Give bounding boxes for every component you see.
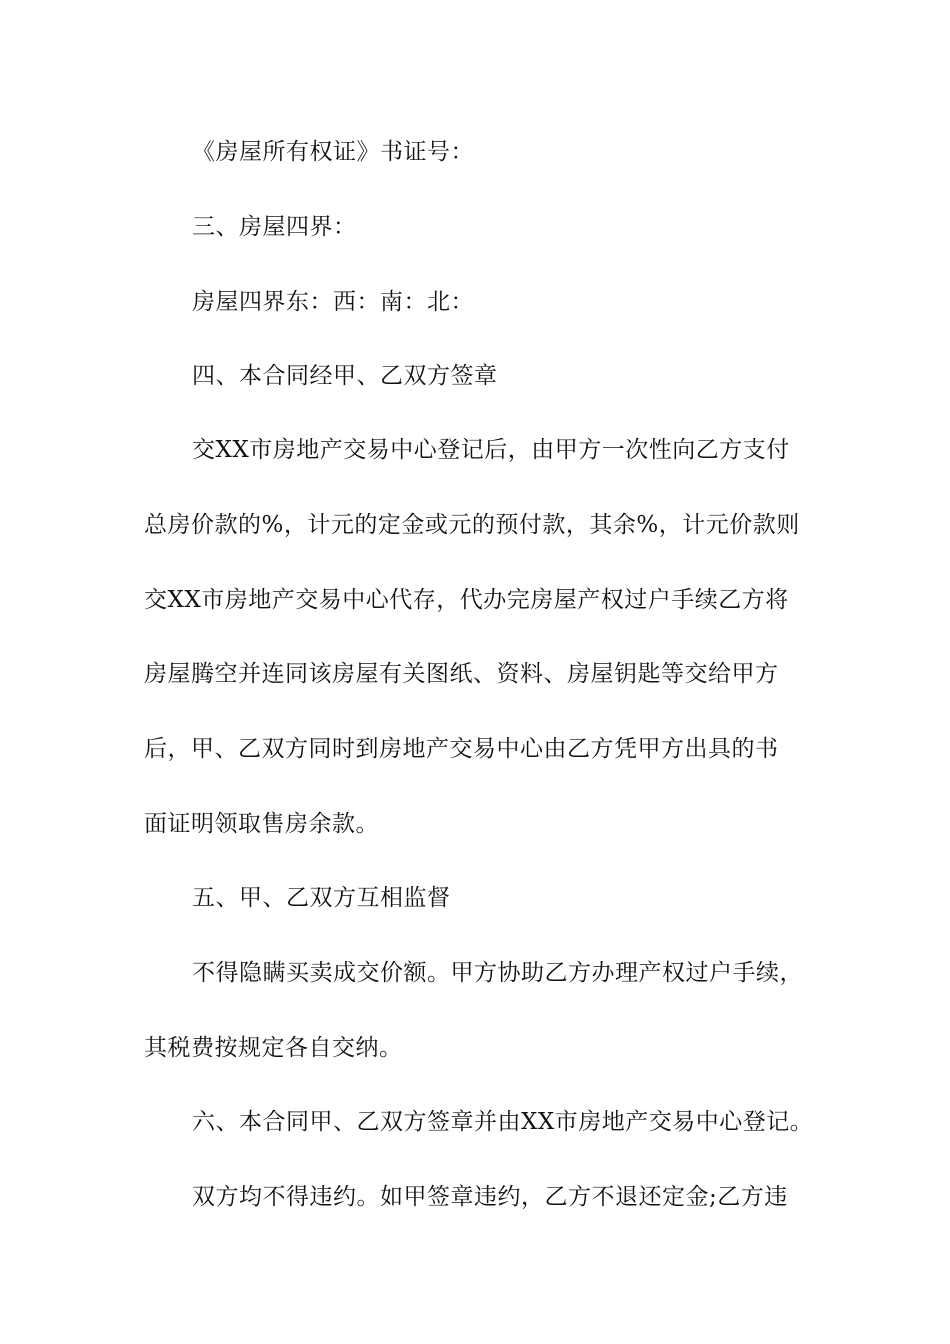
paragraph-line: 双方均不得违约。如甲签章违约，乙方不退还定金;乙方违: [192, 1184, 788, 1210]
paragraph-line: 交XX市房地产交易中心登记后，由甲方一次性向乙方支付: [192, 437, 790, 463]
section-five-heading: 五、甲、乙双方互相监督: [192, 885, 451, 911]
paragraph-line: 后，甲、乙双方同时到房地产交易中心由乙方凭甲方出具的书: [144, 736, 779, 762]
paragraph-line: 交XX市房地产交易中心代存，代办完房屋产权过户手续乙方将: [144, 587, 789, 613]
boundaries-line: 房屋四界东：西：南：北：: [192, 289, 474, 315]
paragraph-line: 其税费按规定各自交纳。: [144, 1035, 403, 1061]
section-six-heading: 六、本合同甲、乙双方签章并由XX市房地产交易中心登记。: [192, 1109, 814, 1135]
section-three-heading: 三、房屋四界：: [192, 214, 357, 240]
section-four-heading: 四、本合同经甲、乙双方签章: [192, 363, 498, 389]
paragraph-line: 房屋腾空并连同该房屋有关图纸、资料、房屋钥匙等交给甲方: [144, 661, 779, 687]
paragraph-line: 不得隐瞒买卖成交价额。甲方协助乙方办理产权过户手续，: [192, 960, 803, 986]
paragraph-line: 面证明领取售房余款。: [144, 811, 379, 837]
certificate-number-line: 《房屋所有权证》书证号：: [192, 139, 474, 165]
paragraph-line: 总房价款的%，计元的定金或元的预付款，其余%，计元价款则: [144, 512, 800, 538]
